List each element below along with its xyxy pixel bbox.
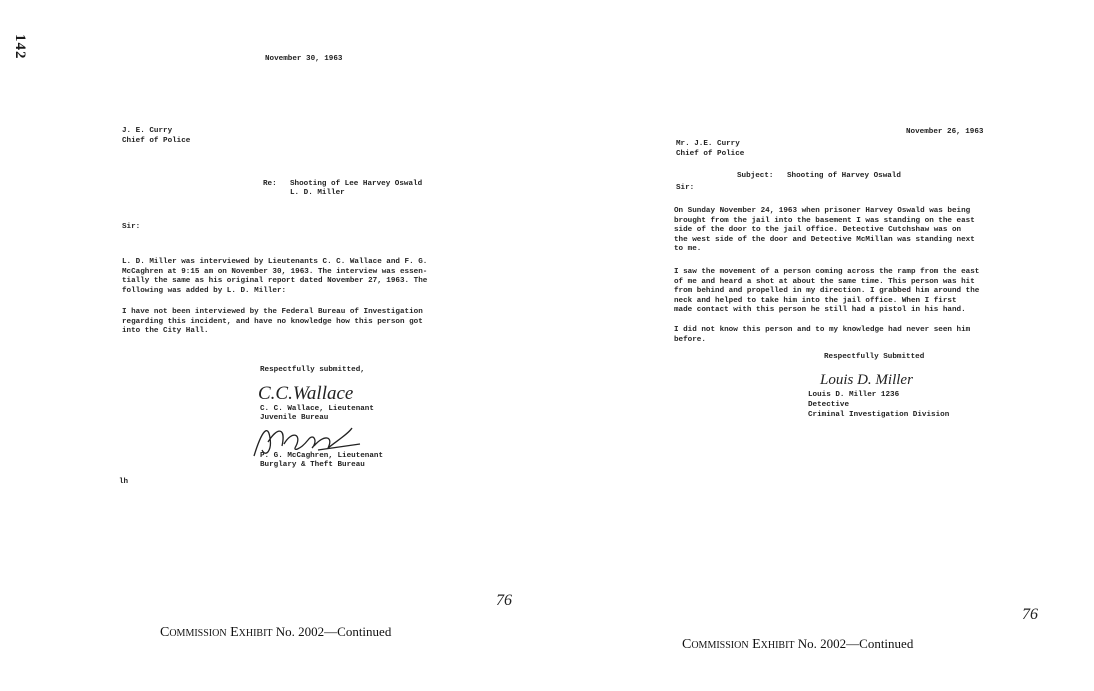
left-signer2-unit: Burglary & Theft Bureau xyxy=(260,461,365,469)
text-line: McCaghren at 9:15 am on November 30, 1963. The interview was essen- xyxy=(122,267,428,276)
text-line: into the City Hall. xyxy=(122,327,209,336)
wallace-signature: C.C.Wallace xyxy=(258,383,354,404)
left-paragraph-1 xyxy=(122,258,427,296)
right-date: November 26, 1963 xyxy=(906,128,984,136)
right-salutation: Sir: xyxy=(676,184,695,192)
text-line: to me. xyxy=(674,245,702,254)
text-line: neck and helped to take him into the jail office. When I first xyxy=(674,296,957,305)
text-line: I did not know this person and to my knowledge had never seen him xyxy=(674,326,971,334)
left-signer1-unit: Juvenile Bureau xyxy=(260,414,329,422)
caption-label: Commission Exhibit xyxy=(160,625,273,640)
right-paragraph-1 xyxy=(674,207,975,255)
right-signer-title: Detective xyxy=(808,401,850,409)
left-re-label: Re: xyxy=(263,180,277,188)
left-addressee-name: J. E. Curry xyxy=(122,127,173,135)
left-closing: Respectfully submitted, xyxy=(260,366,365,374)
page-number: 142 xyxy=(12,34,28,60)
text-line: from behind and propelled in my direction. I grabbed him around the xyxy=(674,287,980,296)
text-line: On Sunday November 24, 1963 when prisoner Harvey Oswald was being xyxy=(674,207,971,215)
left-addressee-title: Chief of Police xyxy=(122,137,191,145)
text-line: of me and heard a shot at about the same time. This person was hit xyxy=(674,277,975,286)
left-re-line2: L. D. Miller xyxy=(290,189,345,197)
right-closing: Respectfully Submitted xyxy=(824,353,925,361)
left-initials: lh xyxy=(119,478,129,486)
text-line: the west side of the door and Detective McMillan was standing next xyxy=(674,235,975,244)
caption-label: Commission Exhibit xyxy=(682,637,795,652)
left-salutation: Sir: xyxy=(122,223,141,231)
text-line: following was added by L. D. Miller: xyxy=(122,286,287,295)
left-signer1-name: C. C. Wallace, Lieutenant xyxy=(260,405,374,413)
right-addressee-title: Chief of Police xyxy=(676,150,745,158)
right-paragraph-3 xyxy=(674,326,970,345)
right-subject-label: Subject: xyxy=(737,172,774,180)
miller-signature: Louis D. Miller xyxy=(820,372,913,388)
right-caption xyxy=(682,636,913,653)
right-signer-name: Louis D. Miller 1236 xyxy=(808,391,900,399)
text-line: I saw the movement of a person coming across the ramp from the east xyxy=(674,268,980,276)
caption-number: No. 2002—Continued xyxy=(797,636,914,651)
text-line: tially the same as his original report dated November 27, 1963. The xyxy=(122,277,428,286)
right-paragraph-2 xyxy=(674,268,979,316)
text-line: regarding this incident, and have no knowledge how this person got xyxy=(122,317,423,326)
text-line: made contact with this person he still had a pistol in his hand. xyxy=(674,306,966,315)
text-line: brought from the jail into the basement I was standing on the east xyxy=(674,216,975,225)
left-handwritten-number: 76 xyxy=(496,592,512,609)
text-line: side of the door to the jail office. Detective Cutchshaw was on xyxy=(674,226,962,235)
right-handwritten-number: 76 xyxy=(1022,606,1038,623)
left-paragraph-2 xyxy=(122,308,423,337)
text-line: I have not been interviewed by the Federal Bureau of Investigation xyxy=(122,308,423,316)
left-re-line1: Shooting of Lee Harvey Oswald xyxy=(290,180,423,188)
right-subject-text: Shooting of Harvey Oswald xyxy=(787,172,901,180)
text-line: before. xyxy=(674,335,706,344)
left-caption xyxy=(160,624,391,641)
text-line: L. D. Miller was interviewed by Lieutenants C. C. Wallace and F. G. xyxy=(122,258,428,266)
left-date: November 30, 1963 xyxy=(265,55,343,63)
left-signer2-name: P. G. McCaghren, Lieutenant xyxy=(260,452,384,460)
right-addressee-name: Mr. J.E. Curry xyxy=(676,140,740,148)
right-signer-division: Criminal Investigation Division xyxy=(808,411,950,419)
caption-number: No. 2002—Continued xyxy=(275,624,392,639)
